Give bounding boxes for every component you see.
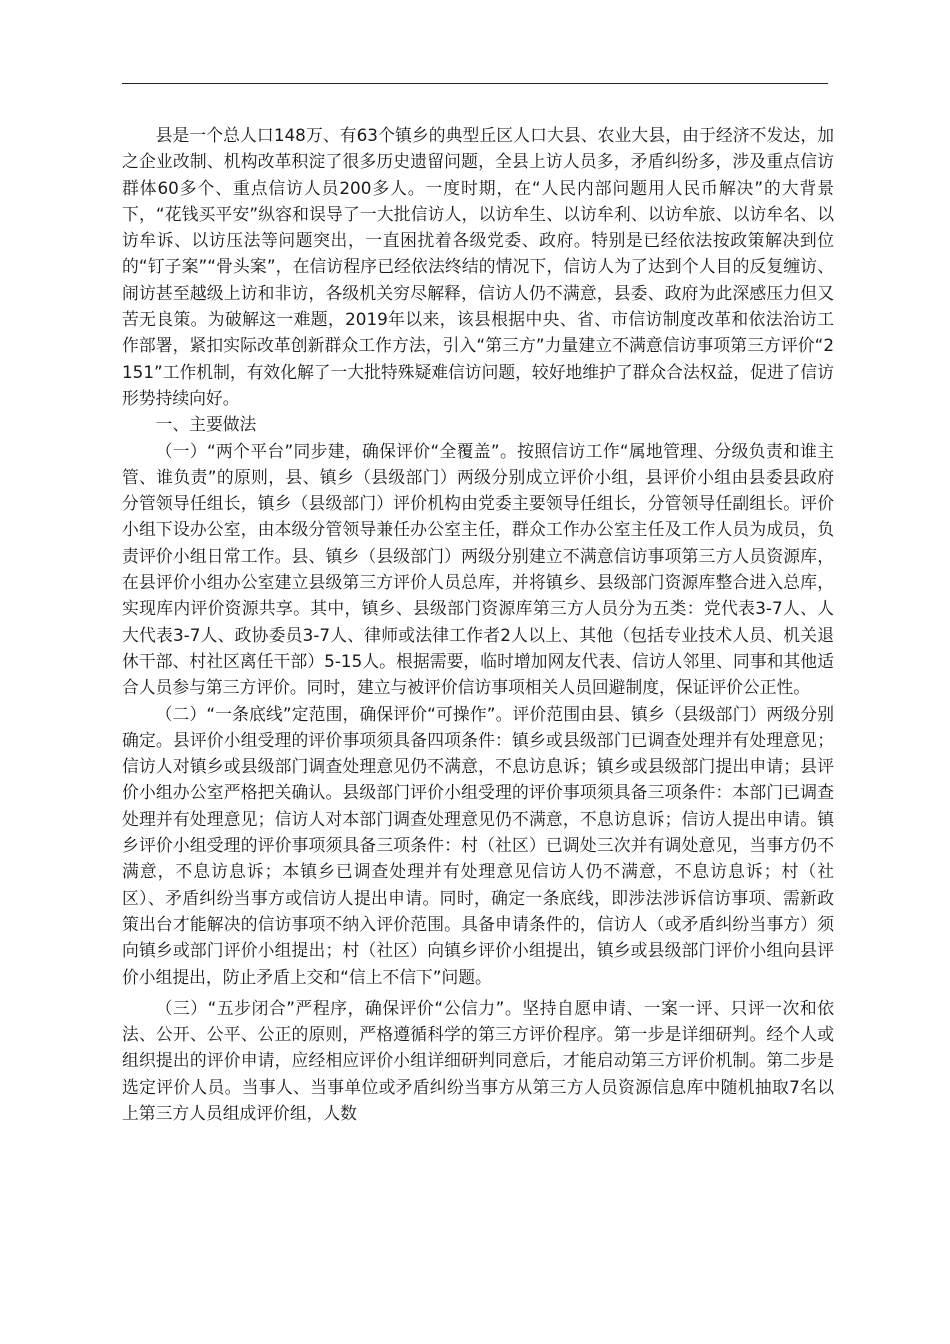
paragraph-five-steps: （三）“五步闭合”严程序，确保评价“公信力”。坚持自愿申请、一案一评、只评一次和依法、公开、公平、公正的原则，严格遵循科学的第三方评价程序。第一步是详细研判。经个人或组织提出的评价申请，应经相应评价小组详细研判同意后，才能启动第三方评价机制。第二步是选定评价人员。当事人、当事单位或矛盾纠纷当事方从第三方人员资源信息库中随机抽取7名以上第三方人员组成评价组，人数 bbox=[122, 997, 834, 1123]
section-heading: 一、主要做法 bbox=[155, 414, 257, 435]
paragraph-one-bottom-line: （二）“一条底线”定范围，确保评价“可操作”。评价范围由县、镇乡（县级部门）两级分别确定。县评价小组受理的评价事项须具备四项条件：镇乡或县级部门已调查处理并有处理意见；信访人对镇乡或县级部门调查处理意见仍不满意，不息访息诉；镇乡或县级部门提出申请；县评价小组办公室严格把关确认。县级部门评价小组受理的评价事项须具备三项条件：本部门已调查处理并有处理意见；信访人对本部门调查处理意见仍不满意，不息访息诉；信访人提出申请。镇乡评价小组受理的评价事项须具备三项条件：村（社区）已调处三次并有调处意见，当事方仍不满意，不息访息诉；本镇乡已调查处理并有处理意见信访人仍不满意，不息访息诉；村（社区）、矛盾纠纷当事方或信访人提出申请。同时，确定一条底线，即涉法涉诉信访事项、需新政策出台才能解决的信访事项不纳入评价范围。具备申请条件的，信访人（或矛盾纠纷当事方）须向镇乡或部门评价小组提出；村（社区）向镇乡评价小组提出，镇乡或县级部门评价小组向县评价小组提出，防止矛盾上交和“信上不信下”问题。 bbox=[122, 703, 834, 987]
document-body bbox=[122, 122, 834, 1126]
paragraph-two-platforms: （一）“两个平台”同步建，确保评价“全覆盖”。按照信访工作“属地管理、分级负责和谁主管、谁负责”的原则，县、镇乡（县级部门）两级分别成立评价小组，县评价小组由县委县政府分管领导任组长，镇乡（县级部门）评价机构由党委主要领导任组长，分管领导任副组长。评价小组下设办公室，由本级分管领导兼任办公室主任，群众工作办公室主任及工作人员为成员，负责评价小组日常工作。县、镇乡（县级部门）两级分别建立不满意信访事项第三方人员资源库，在县评价小组办公室建立县级第三方评价人员总库，并将镇乡、县级部门资源库整合进入总库，实现库内评价资源共享。其中，镇乡、县级部门资源库第三方人员分为五类：党代表3-7人、人大代表3-7人、政协委员3-7人、律师或法律工作者2人以上、其他（包括专业技术人员、机关退休干部、村社区离任干部）5-15人。根据需要，临时增加网友代表、信访人邻里、同事和其他适合人员参与第三方评价。同时，建立与被评价信访事项相关人员回避制度，保证评价公正性。 bbox=[122, 440, 834, 698]
header-rule bbox=[122, 83, 828, 84]
intro-paragraph: 县是一个总人口148万、有63个镇乡的典型丘区人口大县、农业大县，由于经济不发达，加之企业改制、机构改革积淀了很多历史遗留问题，全县上访人员多，矛盾纠纷多，涉及重点信访群体60多个、重点信访人员200多人。一度时期，在“人民内部问题用人民币解决”的大背景下，“花钱买平安”纵容和误导了一大批信访人，以访牟生、以访牟利、以访牟旅、以访牟名、以访牟诉、以访压法等问题突出，一直困扰着各级党委、政府。特别是已经依法按政策解决到位的“钉子案”“骨头案”，在信访程序已经依法终结的情况下，信访人为了达到个人目的反复缠访、闹访甚至越级上访和非访，各级机关穷尽解释，信访人仍不满意，县委、政府为此深感压力但又苦无良策。为破解这一难题，2019年以来，该县根据中央、省、市信访制度改革和依法治访工作部署，紧扣实际改革创新群众工作方法，引入“第三方”力量建立不满意信访事项第三方评价“2151”工作机制，有效化解了一大批特殊疑难信访问题，较好地维护了群众合法权益，促进了信访形势持续向好。 bbox=[122, 125, 834, 408]
